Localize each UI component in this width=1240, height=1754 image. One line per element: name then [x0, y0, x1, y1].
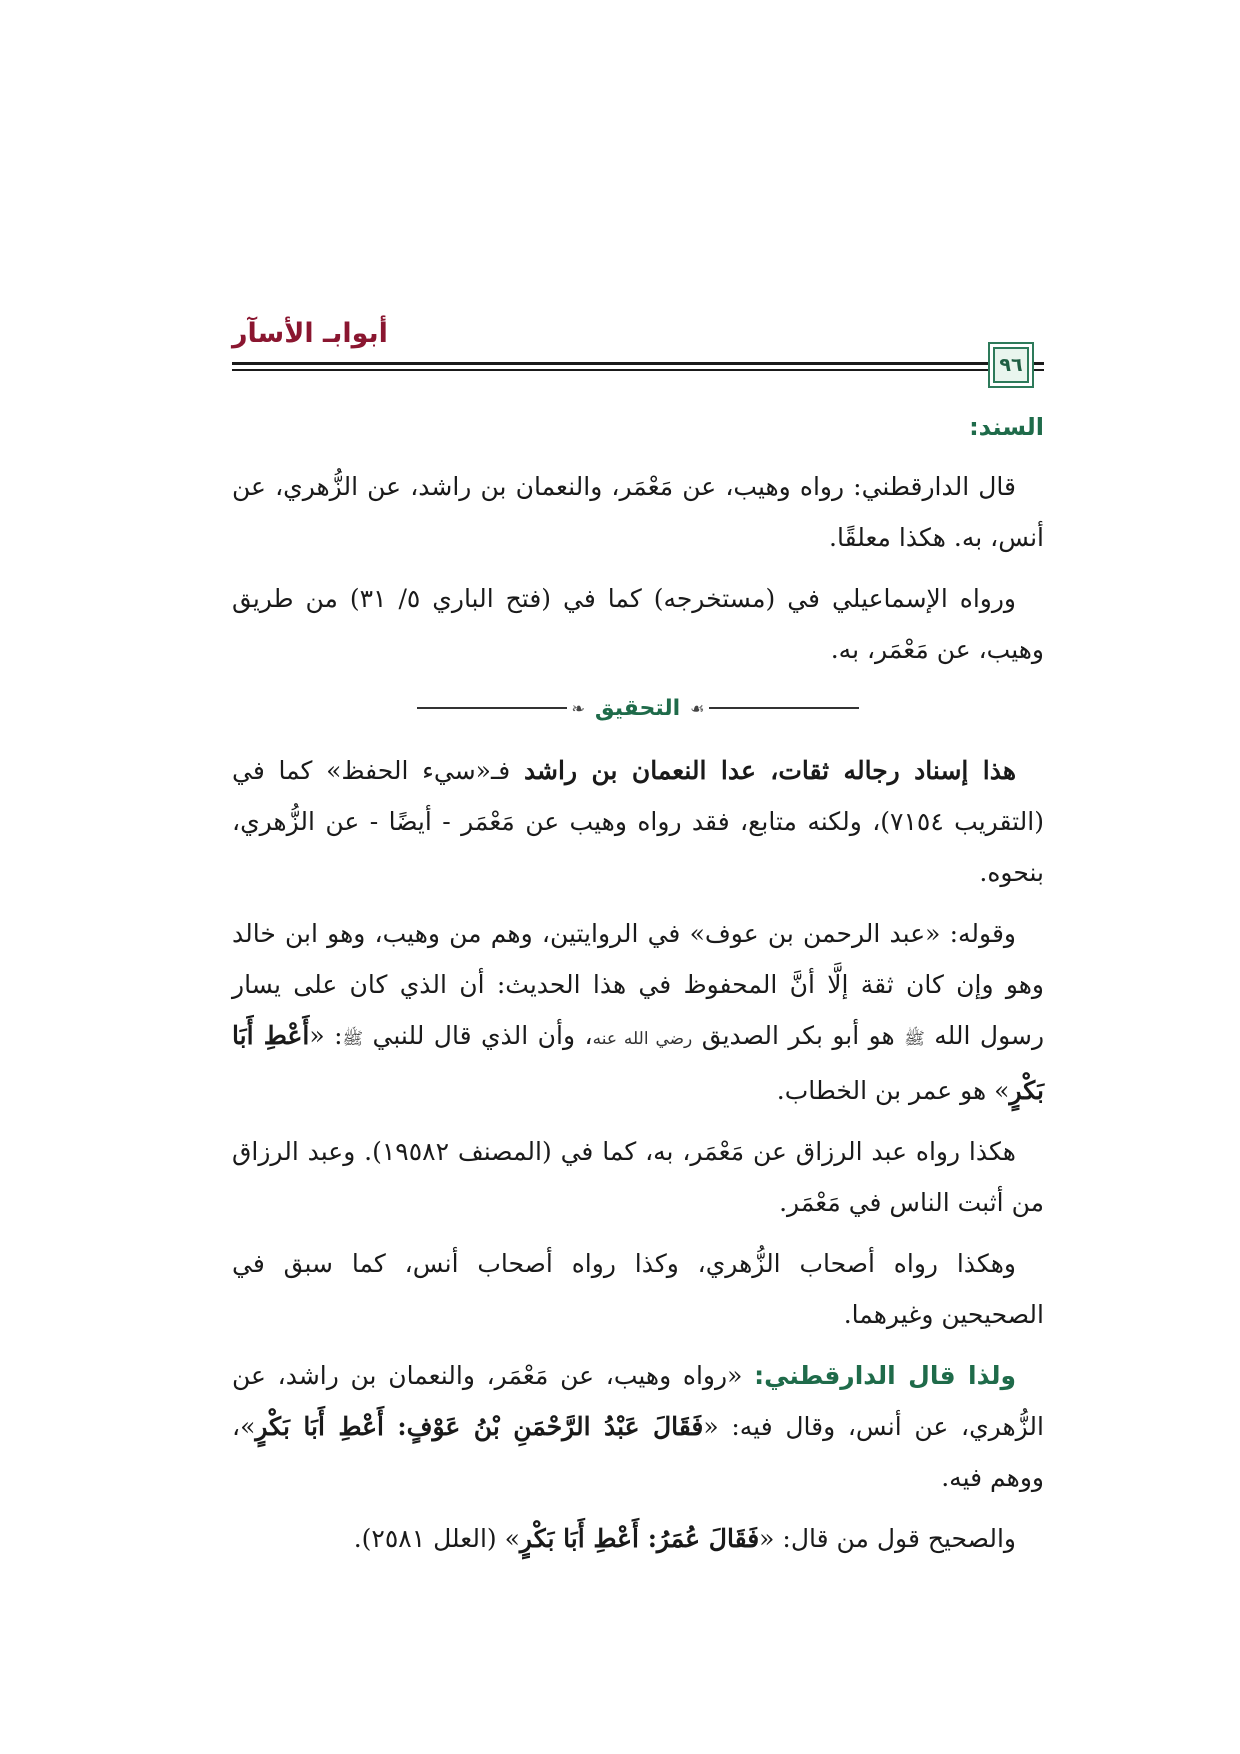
divider-line-right	[709, 707, 859, 709]
daraqutni-lead: ولذا قال الدارقطني:	[754, 1361, 1016, 1390]
radi-honorific-icon: رضي الله عنه	[592, 1029, 693, 1049]
page-number: ٩٦	[999, 354, 1023, 376]
paragraph-4-part-b: هو أبو بكر الصديق	[701, 1021, 905, 1050]
isnad-verdict: هذا إسناد رجاله ثقات، عدا النعمان بن راشد	[523, 756, 1017, 785]
paragraph-5: هكذا رواه عبد الرزاق عن مَعْمَر، به، كما في (المصنف ١٩٥٨٢). وعبد الرزاق من أثبت الناس في مَعْمَر.	[232, 1137, 1044, 1217]
paragraph-7	[232, 1350, 1044, 1503]
salla-honorific-icon: ﷺ	[904, 1029, 925, 1049]
divider-line-left	[417, 707, 567, 709]
running-header-title: أبوابـ الأسآر	[232, 318, 388, 349]
paragraph-7-part-a: «رواه وهيب، عن مَعْمَر، والنعمان بن راشد، عن الزُّهري، عن أنس، وقال فيه: «	[232, 1361, 1044, 1441]
paragraph-2: ورواه الإسماعيلي في (مستخرجه) كما في (فتح الباري ٥/ ٣١) من طريق وهيب، عن مَعْمَر، به.	[232, 584, 1044, 664]
ornament-icon: ❧	[571, 698, 585, 718]
header-rule-bottom	[232, 369, 990, 371]
paragraph-4-part-c: ، وأن الذي قال للنبي	[372, 1021, 593, 1050]
page-number-badge	[988, 342, 1034, 388]
tahqiq-divider	[232, 685, 1044, 731]
paragraph-8	[232, 1513, 1044, 1564]
hadith-quote: فَقَالَ عَبْدُ الرَّحْمَنِ بْنُ عَوْفٍ: أَعْطِ أَبَا بَكْرٍ	[255, 1412, 704, 1441]
paragraph-7-part-b: »، ووهم فيه.	[232, 1412, 1044, 1492]
paragraph-6: وهكذا رواه أصحاب الزُّهري، وكذا رواه أصحاب أنس، كما سبق في الصحيحين وغيرهما.	[232, 1249, 1044, 1329]
paragraph-4-part-a: وقوله: «عبد الرحمن بن عوف» في الروايتين، وهم من وهيب، وهو ابن خالد وهو وإن كان ثقة إلَّا أنَّ المحفوظ في هذا الحديث: أن الذي كان على يسار رسول الله	[232, 919, 1045, 1050]
paragraph-8-part-a: والصحيح قول من قال: «	[759, 1524, 1016, 1553]
ornament-icon: ☙	[690, 698, 705, 718]
paragraph-4-part-d: : «	[309, 1021, 343, 1050]
hadith-quote: أَعْطِ أَبَا بَكْرٍ	[232, 1021, 1044, 1105]
paragraph-3-rest: فـ«سيء الحفظ» كما في (التقريب ٧١٥٤)، ولكنه متابع، فقد رواه وهيب عن مَعْمَر - أيضًا - عن الزُّهري، بنحوه.	[232, 756, 1044, 887]
salla-honorific-icon: ﷺ	[342, 1029, 364, 1049]
sanad-heading: السند:	[969, 413, 1044, 441]
paragraph-1: قال الدارقطني: رواه وهيب، عن مَعْمَر، والنعمان بن راشد، عن الزُّهري، عن أنس، به. هكذا معلقًا.	[232, 472, 1044, 552]
hadith-quote: فَقَالَ عُمَرُ: أَعْطِ أَبَا بَكْرٍ	[519, 1524, 760, 1553]
paragraph-8-part-b: » (العلل ٢٥٨١).	[353, 1524, 520, 1553]
header-rule-top	[232, 362, 990, 365]
paragraph-4-part-e: » هو عمر بن الخطاب.	[776, 1076, 1010, 1105]
page-body	[232, 402, 1044, 1574]
tahqiq-heading: التحقيق	[594, 695, 681, 721]
paragraph-4	[232, 908, 1044, 1116]
paragraph-3	[232, 745, 1044, 898]
